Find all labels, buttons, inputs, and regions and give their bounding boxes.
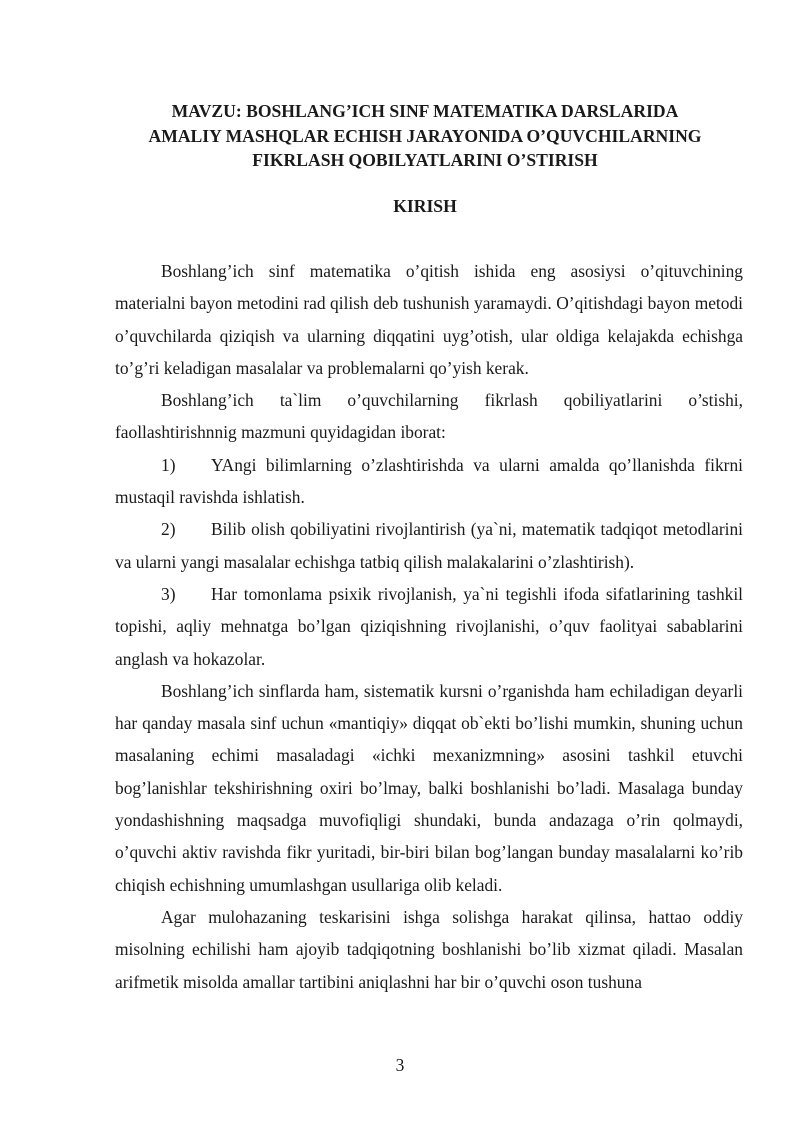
page-number: 3 [395,1055,405,1075]
list-item-3 [115,578,743,675]
title-line-3: FIKRLASH QOBILYATLARINI O’STIRISH [252,150,598,170]
title-line-2: AMALIY MASHQLAR ECHISH JARAYONIDA O’QUVCHILARNING [148,125,702,146]
paragraph-3: Boshlang’ich sinflarda ham, sistematik kursni o’rganishda ham echiladigan deyarli har qanday masala sinf uchun «mantiqiy» diqqat ob`ekti bo’lishi mumkin, shuning uchun masalaning echimi masaladagi «ichki mexanizmning» asosini tashkil etuvchi bog’lanishlar tekshirishning oxiri bo’lmay, balki boshlanishi bo’ladi. Masalaga bunday yondashishning maqsadga muvofiqligi shundaki, bunda andazaga o’rin qolmaydi, o’quvchi aktiv ravishda fikr yuritadi, bir-biri bilan bog’langan bunday masalalarni ko’rib chiqish echishning umumlashgan usullariga olib keladi. [115,680,743,895]
paragraph-2: Boshlang’ich ta`lim o’quvchilarning fikrlash qobiliyatlarini o’stishi, faollashtirishnnig mazmuni quyidagidan iborat: [115,390,743,443]
paragraph-4: Agar mulohazaning teskarisini ishga solishga harakat qilinsa, hattao oddiy misolning echilishi ham ajoyib tadqiqotning boshlanishi bo’lib xizmat qiladi. Masalan arifmetik misolda amallar tartibini aniqlashni har bir o’quvchi oson tushuna [115,906,743,992]
paragraph-1: Boshlang’ich sinf matematika o’qitish ishida eng asosiysi o’qituvchining materialni bayon metodini rad qilish deb tushunish yaramaydi. O’qitishdagi bayon metodi o’quvchilarda qiziqish va ularning diqqatini uyg’otish, ular oldiga kelajakda echishga to’g’ri keladigan masalalar va problemalarni qo’yish kerak. [115,261,743,378]
list-item-1-text: YAngi bilimlarning o’zlashtirishda va ularni amalda qo’llanishda fikrni mustaqil ravishda ishlatish. [115,454,743,508]
list-item-3-text: Har tomonlama psixik rivojlanish, ya`ni tegishli ifoda sifatlarining tashkil topishi, aqliy mehnatga bo’lgan qiziqishning rivojlanishi, o’quv faolityai sabablarini anglash va hokazolar. [115,583,743,669]
list-item-3-number: 3) [161,583,176,604]
title-line-1: MAVZU: BOSHLANG’ICH SINF MATEMATIKA DARSLARIDA [171,101,679,121]
list-item-2-number: 2) [161,519,176,540]
list-item-1-number: 1) [161,454,176,475]
body-text [115,255,743,998]
section-heading: KIRISH [393,196,457,216]
list-item-2 [115,513,743,578]
list-item-2-text: Bilib olish qobiliyatini rivojlantirish (ya`ni, matematik tadqiqot metodlarini va ularni yangi masalalar echishga tatbiq qilish malakalarini o’zlashtirish). [115,519,743,572]
list-item-1 [115,449,743,514]
document-title [100,99,750,173]
